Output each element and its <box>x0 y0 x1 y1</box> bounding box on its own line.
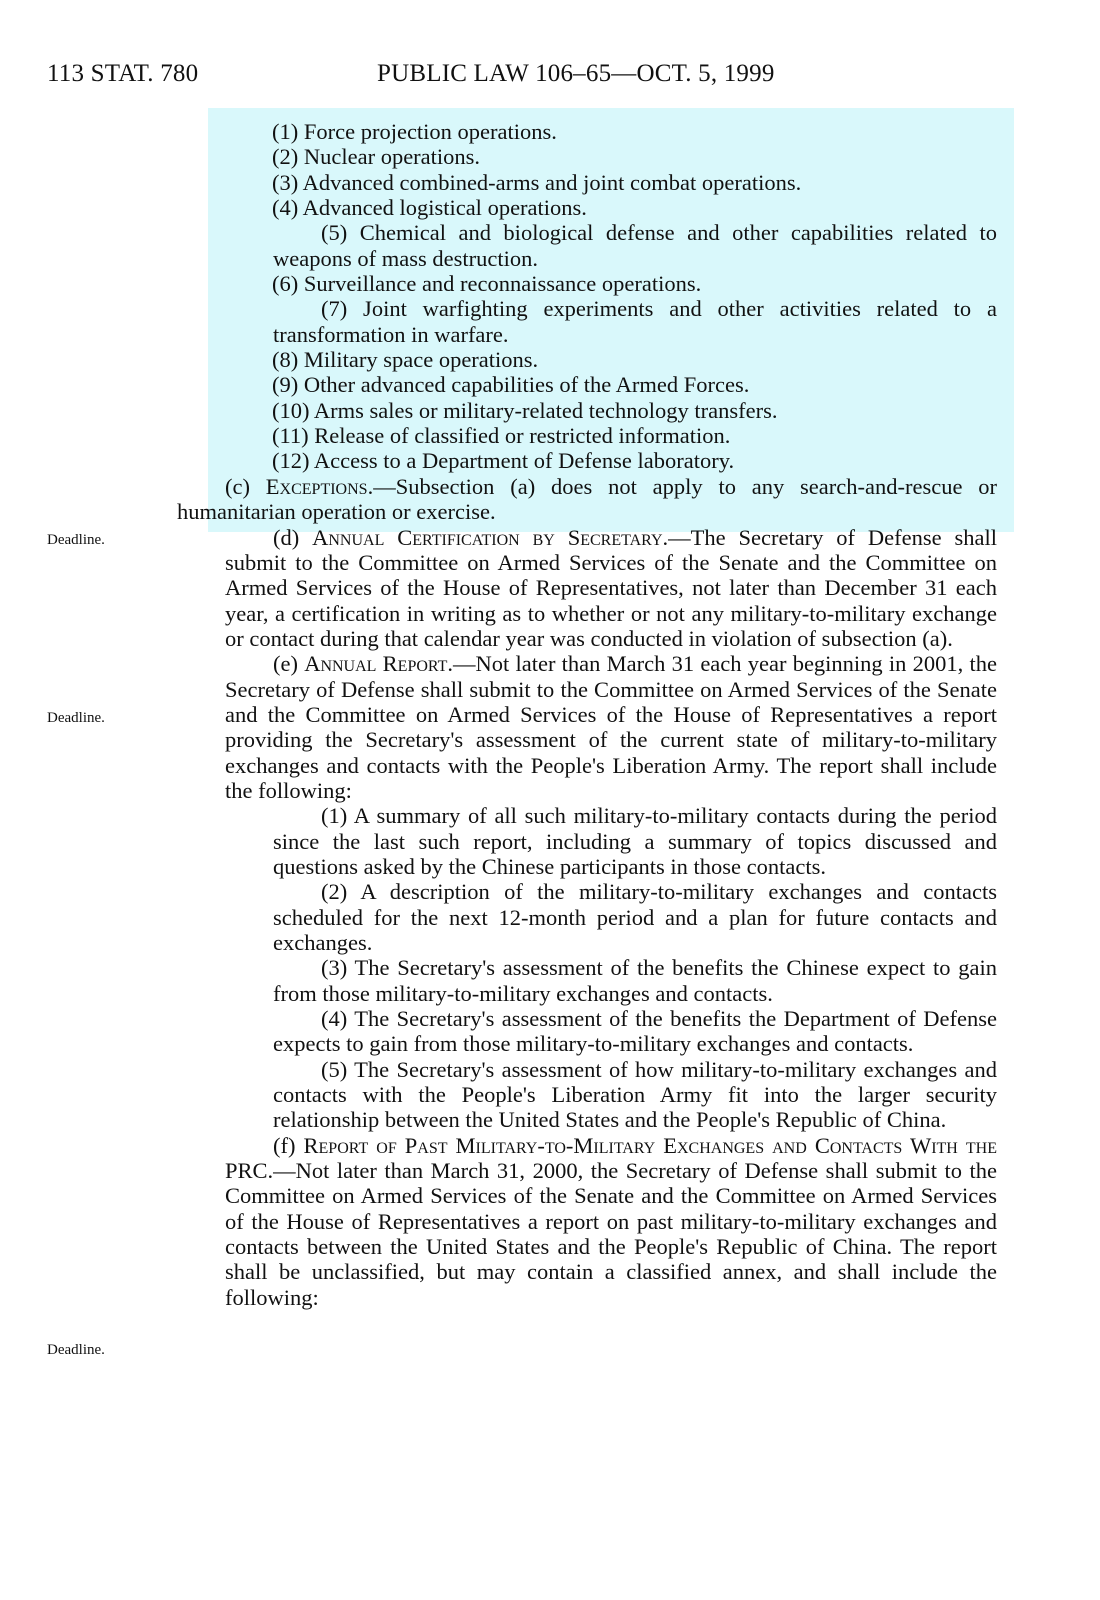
margin-note-deadline-f: Deadline. <box>47 1342 105 1358</box>
list-item: (9) Other advanced capabilities of the Armed Forces. <box>272 372 750 398</box>
statute-page-number: 113 STAT. 780 <box>47 60 199 87</box>
report-item: (4) The Secretary's assessment of the benefits the Department of Defense expects to gain from those military-to-military exchanges and contacts. <box>273 1006 997 1057</box>
margin-note-deadline-e: Deadline. <box>47 710 105 726</box>
list-item: (3) Advanced combined-arms and joint combat operations. <box>272 169 802 195</box>
report-item: (3) The Secretary's assessment of the benefits the Chinese expect to gain from those military-to-military exchanges and contacts. <box>273 955 997 1006</box>
list-item: (8) Military space operations. <box>272 347 539 373</box>
subsection-c-heading: Exceptions <box>265 473 368 499</box>
list-item: (1) Force projection operations. <box>272 119 557 144</box>
list-item: (7) Joint warfighting experiments and other activities related to a transformation in warfare. <box>273 296 997 347</box>
subsection-c <box>177 474 997 525</box>
document-body <box>177 119 997 1310</box>
subsection-d-text: .—The Secretary of Defense shall submit to the Committee on Armed Services of the Senate and the Committee on Armed Services of the House of Representatives, not later than December 31 each year, a certification in writing as to whether or not any military-to-military exchange or contact during that calendar year was conducted in violation of subsection (a). <box>225 524 997 651</box>
subsection-f <box>225 1133 997 1310</box>
subsection-e-text: .—Not later than March 31 each year beginning in 2001, the Secretary of Defense shall submit to the Committee on Armed Services of the Senate and the Committee on Armed Services of the House of Representatives a report providing the Secretary's assessment of the current state of military-to-military exchanges and contacts with the People's Liberation Army. The report shall include the following: <box>225 651 997 803</box>
list-item: (2) Nuclear operations. <box>272 144 481 170</box>
report-item: (5) The Secretary's assessment of how military-to-military exchanges and contacts with the People's Liberation Army fit into the larger security relationship between the United States and the People's Republic of China. <box>273 1056 997 1133</box>
subsection-d-heading: Annual Certification by Secretary <box>312 524 663 550</box>
subsection-f-label: (f) <box>273 1132 304 1158</box>
subsection-c-label: (c) <box>225 473 266 499</box>
page-header <box>47 60 1057 94</box>
list-item: (5) Chemical and biological defense and other capabilities related to weapons of mass destruction. <box>273 220 997 271</box>
subsection-e <box>225 651 997 803</box>
margin-note-deadline-d: Deadline. <box>47 532 105 548</box>
public-law-citation: PUBLIC LAW 106–65—OCT. 5, 1999 <box>377 60 775 87</box>
subsection-d <box>225 525 997 652</box>
list-item: (10) Arms sales or military-related technology transfers. <box>272 397 778 423</box>
subsection-d-label: (d) <box>273 524 313 550</box>
subsection-f-text: .—Not later than March 31, 2000, the Secretary of Defense shall submit to the Committee on Armed Services of the Senate and the Committee on Armed Services of the House of Representatives a report on past military-to-military exchanges and contacts between the United States and the People's Republic of China. The report shall be unclassified, but may contain a classified annex, and shall include the following: <box>225 1158 997 1310</box>
report-item: (2) A description of the military-to-military exchanges and contacts scheduled for the next 12-month period and a plan for future contacts and exchanges. <box>273 879 997 955</box>
subsection-e-heading: Annual Report <box>304 651 448 677</box>
subsection-e-label: (e) <box>273 651 305 677</box>
list-item: (12) Access to a Department of Defense laboratory. <box>272 448 735 474</box>
list-item: (4) Advanced logistical operations. <box>272 195 587 221</box>
subsection-f-heading: Report of Past Military-to-Military Exchanges and Contacts With the PRC <box>225 1132 997 1184</box>
list-item: (11) Release of classified or restricted information. <box>272 423 731 449</box>
subsection-c-text: .—Subsection (a) does not apply to any search-and-rescue or humanitarian operation or exercise. <box>177 473 997 525</box>
list-item: (6) Surveillance and reconnaissance operations. <box>272 271 702 297</box>
report-item: (1) A summary of all such military-to-military contacts during the period since the last such report, including a summary of topics discussed and questions asked by the Chinese participants in those contacts. <box>273 803 997 879</box>
